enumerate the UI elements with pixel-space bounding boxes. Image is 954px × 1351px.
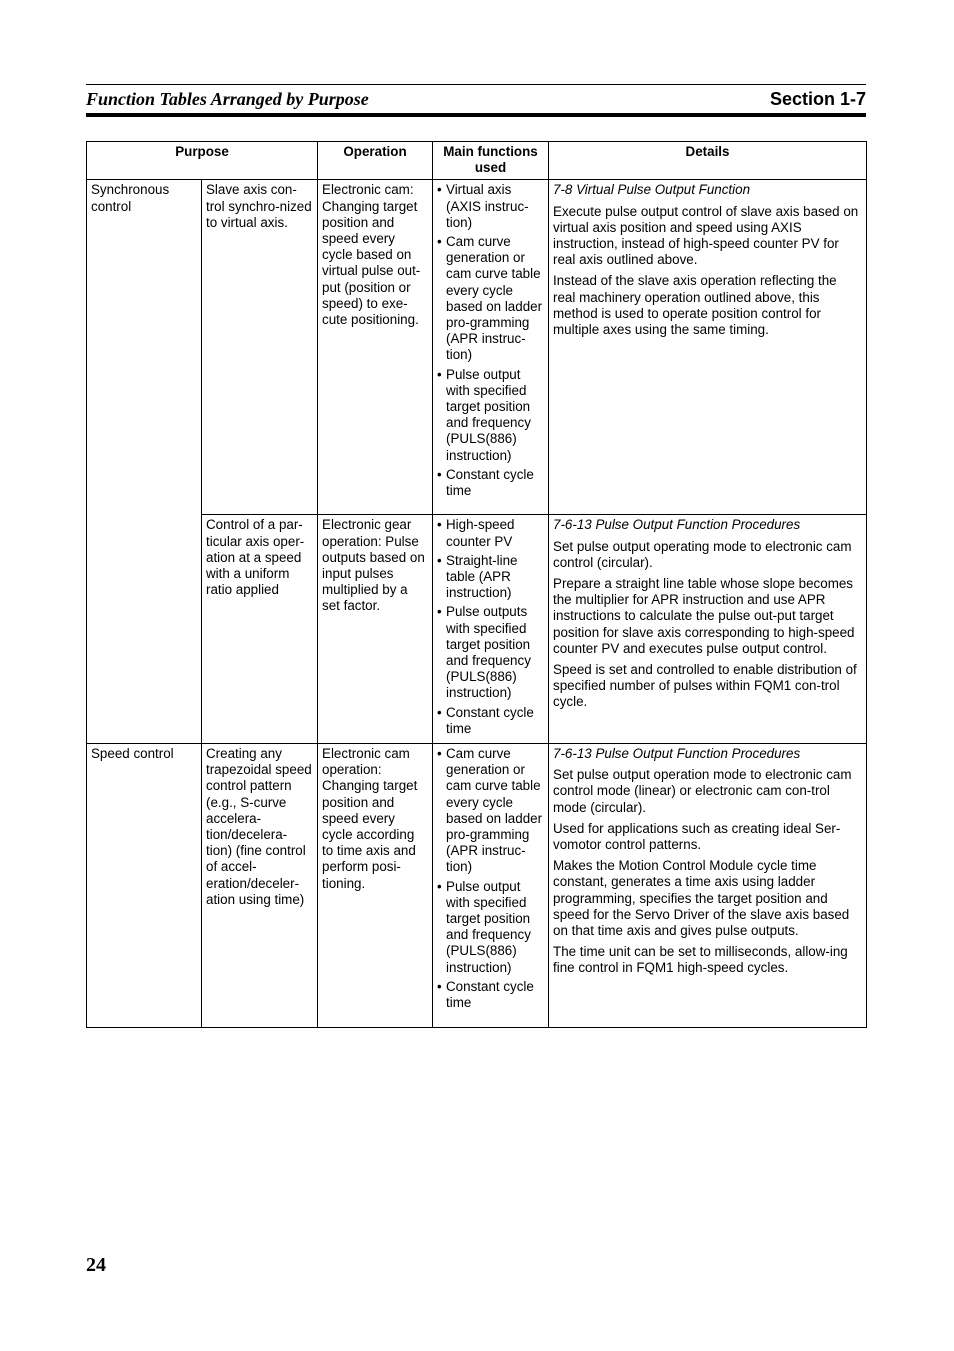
header-title: Function Tables Arranged by Purpose: [86, 89, 369, 109]
col-header-details: Details: [549, 142, 867, 180]
details-cell: [549, 180, 867, 515]
details-paragraph: Speed is set and controlled to enable distribution of specified number of pulses within FQM1 con-trol cycle.: [553, 662, 857, 710]
details-paragraph: Prepare a straight line table whose slope becomes the multiplier for APR instruction and use APR instructions to calculate the pulse out-put target position for slave axis corresponding to high-speed counter PV and executes pulse output control.: [553, 576, 855, 656]
purpose-cell: Slave axis con-trol synchro-nized to virtual axis.: [202, 180, 318, 515]
operation-cell: Electronic gear operation: Pulse outputs based on input pulses multiplied by a set factor.: [318, 515, 433, 744]
function-item: • Pulse outputs with specified target position and frequency (PULS(886) instruction): [437, 604, 544, 701]
function-item: • Straight-line table (APR instruction): [437, 553, 544, 602]
group-cell: Synchronous control: [87, 180, 202, 515]
details-paragraph: Used for applications such as creating ideal Ser-vomotor control patterns.: [553, 820, 841, 853]
details-reference: 7-6-13 Pulse Output Function Procedures: [553, 517, 801, 533]
page-number: 24: [86, 1254, 106, 1276]
details-cell: [549, 515, 867, 744]
details-paragraph: Instead of the slave axis operation reflecting the real machinery operation outlined above, this method is used to operate position control for multiple axes using the same timing.: [553, 273, 837, 338]
details-paragraph: Set pulse output operating mode to electronic cam control (circular).: [553, 538, 852, 570]
details-reference: 7-8 Virtual Pulse Output Function: [553, 182, 751, 198]
col-header-purpose: Purpose: [87, 142, 318, 180]
function-item: • Virtual axis (AXIS instruc-tion): [437, 182, 544, 231]
functions-cell: [433, 180, 549, 515]
function-item: • Cam curve generation or cam curve table every cycle based on ladder pro-gramming (APR instruc-tion): [437, 746, 544, 876]
function-item: • Pulse output with specified target position and frequency (PULS(886) instruction): [437, 879, 544, 976]
table-row: [87, 744, 867, 1028]
purpose-cell: Creating any trapezoidal speed control pattern (e.g., S-curve accelera-tion/decelera-tion) (fine control of accel-eration/deceler-ation using time): [202, 744, 318, 1028]
header-bottom-rule: [86, 113, 866, 117]
function-item: • Pulse output with specified target position and frequency (PULS(886) instruction): [437, 367, 544, 464]
function-item: • Constant cycle time: [437, 705, 544, 737]
details-paragraph: Set pulse output operation mode to electronic cam control mode (linear) or electronic cam con-trol mode (circular).: [553, 767, 852, 815]
function-table: [86, 141, 867, 1028]
header-section: Section 1-7: [769, 89, 866, 109]
operation-cell: Electronic cam: Changing target position and speed every cycle based on virtual pulse out-put (position or speed) to exe-cute positioning.: [318, 180, 433, 515]
purpose-cell: Control of a par-ticular axis oper-ation at a speed with a uniform ratio applied: [202, 515, 318, 744]
header-top-rule: [86, 84, 866, 85]
group-cell: Speed control: [87, 744, 202, 1028]
function-item: • Cam curve generation or cam curve table every cycle based on ladder pro-gramming (APR instruc-tion): [437, 234, 544, 364]
functions-cell: [433, 744, 549, 1028]
function-item: • High-speed counter PV: [437, 517, 544, 549]
col-header-main-functions: Main functions used: [433, 142, 549, 180]
table-row: [87, 515, 867, 744]
details-paragraph: Execute pulse output control of slave axis based on virtual axis position and speed using AXIS instruction, instead of high-speed counter PV for real axis outlined above.: [553, 203, 859, 268]
operation-cell: Electronic cam operation: Changing target position and speed every cycle according to time axis and perform posi-tioning.: [318, 744, 433, 1028]
details-paragraph: Makes the Motion Control Module cycle time constant, generates a time axis using ladder programming, specifies the target position and speed for the Servo Driver of the slave axis based on that time axis and gives pulse outputs.: [553, 858, 850, 939]
group-cell: [87, 515, 202, 744]
functions-cell: [433, 515, 549, 744]
table-header-row: [87, 142, 867, 180]
function-item: • Constant cycle time: [437, 467, 544, 499]
col-header-operation: Operation: [318, 142, 433, 180]
details-paragraph: The time unit can be set to milliseconds, allow-ing fine control in FQM1 high-speed cycles.: [553, 944, 848, 976]
details-reference: 7-6-13 Pulse Output Function Procedures: [553, 746, 801, 762]
details-cell: [549, 744, 867, 1028]
function-item: • Constant cycle time: [437, 979, 544, 1011]
page-header: [86, 89, 866, 113]
table-row: [87, 180, 867, 515]
